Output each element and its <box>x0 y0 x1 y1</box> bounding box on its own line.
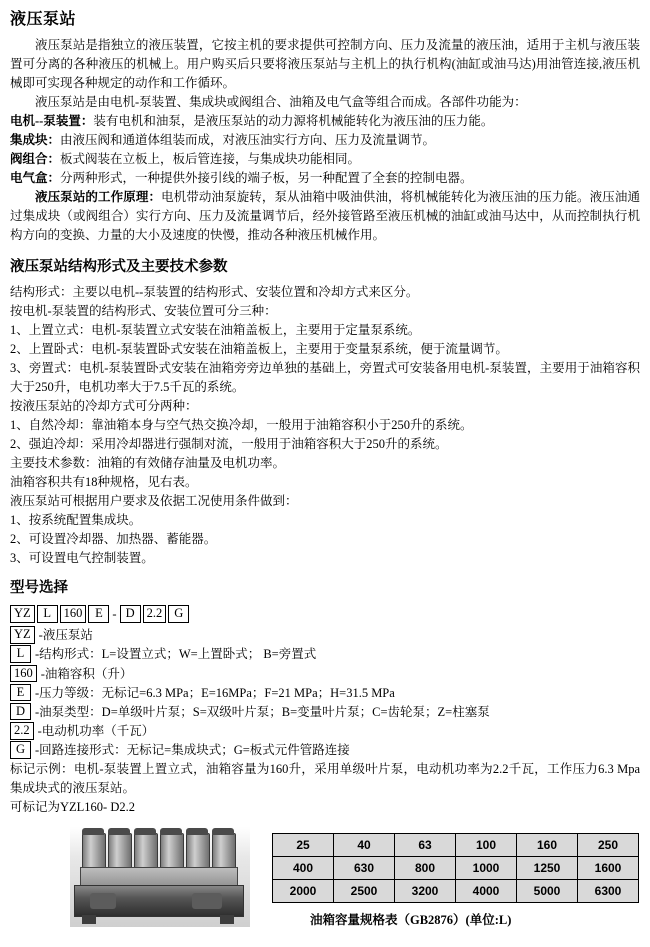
table-cell: 5000 <box>517 880 578 903</box>
motor-cap-icon <box>186 828 208 835</box>
component-motor-pump-text: 装有电机和油泵，是液压泵站的动力源将机械能转化为液压油的压力能。 <box>93 114 494 128</box>
bottom-section <box>10 827 640 947</box>
motor-unit-icon <box>212 833 236 871</box>
code-cell-volume: 160 <box>60 605 87 623</box>
structure-line-9: 主要技术参数：油箱的有效储存油量及电机功率。 <box>10 455 286 470</box>
motor-unit-icon <box>134 833 158 871</box>
motor-unit-icon <box>82 833 106 871</box>
code-cell-circuit: G <box>168 605 189 623</box>
table-row <box>273 857 639 880</box>
table-cell: 630 <box>334 857 395 880</box>
structure-heading: 液压泵站结构形式及主要技术参数 <box>10 259 228 275</box>
legend-text-pressure: -压力等级：无标记=6.3 MPa；E=16MPa；F=21 MPa；H=31.5 MPa <box>35 685 395 700</box>
legend-item-yz <box>10 626 640 644</box>
support-foot-icon <box>82 915 96 924</box>
code-cell-pump-type: D <box>120 605 141 623</box>
model-legend <box>10 626 640 759</box>
component-valve-group <box>10 150 640 169</box>
code-cell-dash: - <box>112 606 117 621</box>
table-cell: 63 <box>395 834 456 857</box>
legend-item-structure <box>10 645 640 663</box>
motor-unit-icon <box>160 833 184 871</box>
motor-cap-icon <box>134 828 156 835</box>
component-electrical-box <box>10 169 640 188</box>
table-cell: 400 <box>273 857 334 880</box>
legend-text-structure: -结构形式：L=设置立式；W=上置卧式； B=旁置式 <box>35 647 317 662</box>
legend-text-yz: -液压泵站 <box>38 628 93 643</box>
intro-paragraph-2: 液压泵站是由电机-泵装置、集成块或阀组合、油箱及电气盒等组合而成。各部件功能为： <box>35 95 527 109</box>
legend-key-pressure: E <box>10 684 31 702</box>
structure-line-10: 油箱容积共有18种规格，见右表。 <box>10 474 198 489</box>
component-manifold-label: 集成块： <box>10 133 61 147</box>
tank-capacity-table <box>272 833 639 903</box>
structure-line-7: 1、自然冷却：靠油箱本身与空气热交换冷却，一般用于油箱容积小于250升的系统。 <box>10 417 473 432</box>
model-heading: 型号选择 <box>10 579 68 596</box>
component-valve-group-text: 板式阀装在立板上，板后管连接，与集成块功能相同。 <box>60 152 361 166</box>
table-cell: 1250 <box>517 857 578 880</box>
legend-item-power <box>10 722 640 740</box>
motor-unit-icon <box>186 833 210 871</box>
support-foot-icon <box>220 915 234 924</box>
structure-line-2: 按电机-泵装置的结构形式、安装位置可分三种： <box>10 303 277 318</box>
table-cell: 1600 <box>578 857 639 880</box>
working-principle-label: 液压泵站的工作原理： <box>35 190 162 204</box>
component-electrical-box-text: 分两种形式，一种提供外接引线的端子板，另一种配置了全套的控制电器。 <box>60 171 473 185</box>
structure-line-5: 3、旁置式：电机-泵装置卧式安装在油箱旁旁边单独的基础上，旁置式可安装备用电机-泵装置，主要用于油箱容积大于250升，电机功率大于7.5千瓦的系统。 <box>10 360 640 394</box>
component-motor-pump-label: 电机--泵装置： <box>10 114 94 128</box>
legend-text-power: -电动机功率（千瓦） <box>37 723 155 738</box>
model-code-row <box>10 605 640 624</box>
table-cell: 6300 <box>578 880 639 903</box>
legend-item-circuit <box>10 741 640 759</box>
legend-key-pump-type: D <box>10 703 31 721</box>
table-cell: 40 <box>334 834 395 857</box>
legend-item-pump-type <box>10 703 640 721</box>
legend-text-pump-type: -油泵类型：D=单级叶片泵；S=双级叶片泵；B=变量叶片泵；C=齿轮泵；Z=柱塞泵 <box>35 704 490 719</box>
table-cell: 2500 <box>334 880 395 903</box>
table-cell: 800 <box>395 857 456 880</box>
motor-cap-icon <box>108 828 130 835</box>
legend-key-structure: L <box>10 645 31 663</box>
working-principle <box>10 188 640 245</box>
component-motor-pump <box>10 112 640 131</box>
legend-key-volume: 160 <box>10 665 37 683</box>
legend-key-yz: YZ <box>10 626 35 644</box>
table-cell: 25 <box>273 834 334 857</box>
code-cell-yz: YZ <box>10 605 35 623</box>
table-cell: 250 <box>578 834 639 857</box>
working-principle-text: 电机带动油泵旋转，泵从油箱中吸油供油，将机械能转化为液压油的压力能。液压油通过集成块（或阀组合）实行方向、压力及流量调节后，经外接管路至液压机械的油缸或油马达中，从而控制执行机构方向的变换、力量的大小及速度的快慢，推动各种液压机械作用。 <box>10 190 640 242</box>
table-cell: 160 <box>517 834 578 857</box>
component-manifold-text: 由液压阀和通道体组装而成，对液压油实行方向、压力及流量调节。 <box>60 133 436 147</box>
structure-line-1: 结构形式：主要以电机--泵装置的结构形式、安装位置和冷却方式来区分。 <box>10 284 419 299</box>
table-row <box>273 880 639 903</box>
page-title: 液压泵站 <box>10 11 77 28</box>
structure-line-13: 2、可设置冷却器、加热器、蓄能器。 <box>10 531 217 546</box>
model-note-label: 标记示例： <box>10 762 74 777</box>
model-note-text: 电机-泵装置上置立式，油箱容量为160升，采用单级叶片泵，电动机功率为2.2千瓦，工作压力6.3 Mpa集成块式的液压泵站。 <box>10 762 640 796</box>
table-cell: 2000 <box>273 880 334 903</box>
structure-line-11: 液压泵站可根据用户要求及依据工况使用条件做到： <box>10 493 298 508</box>
structure-line-12: 1、按系统配置集成块。 <box>10 512 142 527</box>
structure-line-14: 3、可设置电气控制装置。 <box>10 550 154 565</box>
component-manifold <box>10 131 640 150</box>
component-valve-group-label: 阀组合： <box>10 152 61 166</box>
legend-text-circuit: -回路连接形式：无标记=集成块式；G=板式元件管路连接 <box>35 743 350 757</box>
motor-cap-icon <box>160 828 182 835</box>
motor-cap-icon <box>212 828 234 835</box>
structure-line-3: 1、上置立式：电机-泵装置立式安装在油箱盖板上，主要用于定量泵系统。 <box>10 322 421 337</box>
motor-unit-icon <box>108 833 132 871</box>
intro-paragraph-1: 液压泵站是指独立的液压装置，它按主机的要求提供可控制方向、压力及流量的液压油，适用于主机与液压装置可分离的各种液压的机械上。用户购买后只要将液压泵站与主机上的执行机构(油缸或油马达)用油管连接,液压机械即可实现各种规定的动作和工作循环。 <box>10 38 640 90</box>
table-cell: 3200 <box>395 880 456 903</box>
hydraulic-pump-station-photo <box>70 827 250 927</box>
code-cell-pressure: E <box>88 605 109 623</box>
structure-line-8: 2、强迫冷却：采用冷却器进行强制对流，一般用于油箱容积大于250升的系统。 <box>10 436 448 451</box>
motor-cap-icon <box>82 828 104 835</box>
structure-line-6: 按液压泵站的冷却方式可分两种： <box>10 398 198 413</box>
table-caption: 油箱容量规格表（GB2876）(单位:L) <box>310 913 512 928</box>
legend-item-pressure <box>10 684 640 702</box>
table-cell: 4000 <box>456 880 517 903</box>
table-cell: 100 <box>456 834 517 857</box>
legend-item-volume <box>10 665 640 683</box>
legend-key-circuit: G <box>10 741 31 759</box>
table-row <box>273 834 639 857</box>
model-note-line2: 可标记为YZL160- D2.2 <box>10 800 135 815</box>
code-cell-power: 2.2 <box>143 605 167 623</box>
table-cell: 1000 <box>456 857 517 880</box>
component-electrical-box-label: 电气盒： <box>10 171 61 185</box>
legend-text-volume: -油箱容积（升） <box>40 666 133 681</box>
legend-key-power: 2.2 <box>10 722 34 740</box>
model-note <box>10 760 640 798</box>
structure-line-4: 2、上置卧式：电机-泵装置卧式安装在油箱盖板上，主要用于变量泵系统，便于流量调节。 <box>10 341 508 356</box>
code-cell-structure: L <box>37 605 58 623</box>
